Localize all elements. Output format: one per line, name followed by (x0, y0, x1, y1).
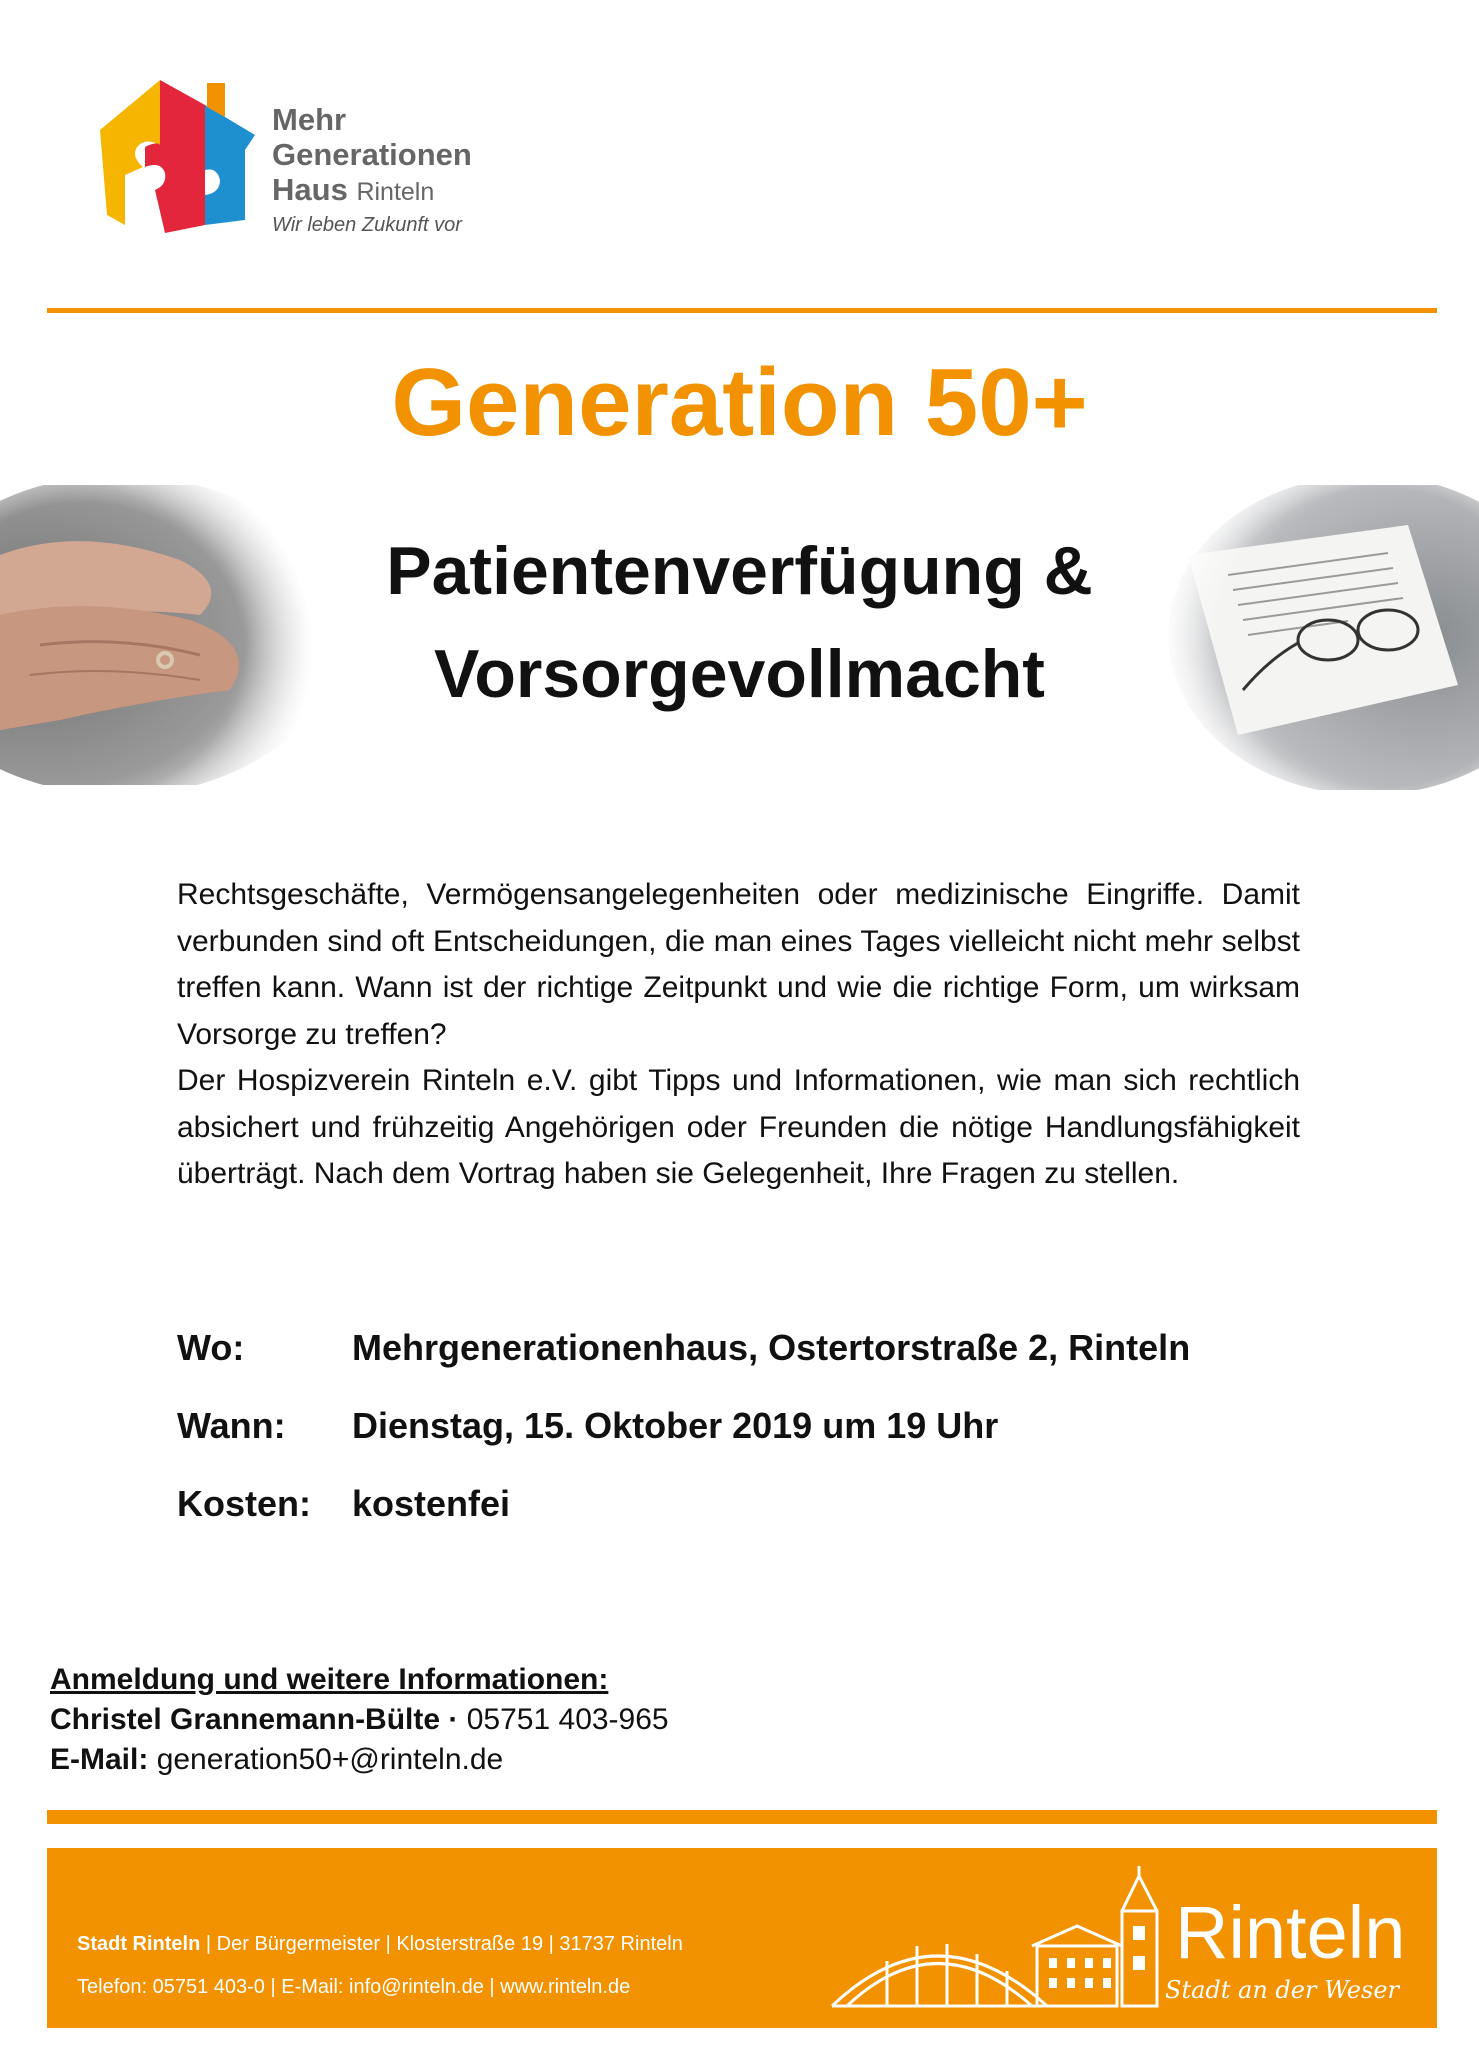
location-value: Mehrgenerationenhaus, Ostertorstraße 2, Rinteln (352, 1327, 1191, 1368)
subtitle-line-2: Vorsorgevollmacht (434, 636, 1045, 712)
city-tagline: Stadt an der Weser (1165, 1976, 1399, 2004)
contact-heading: Anmeldung und weitere Informationen: (50, 1663, 609, 1696)
contact-email-label: E-Mail: (50, 1743, 149, 1776)
contact-name: Christel Grannemann-Bülte (50, 1703, 441, 1736)
event-description (177, 872, 1300, 1198)
subtitle-line-1: Patientenverfügung & (386, 533, 1093, 609)
top-divider (47, 308, 1437, 313)
contact-person (50, 1700, 669, 1740)
date-value: Dienstag, 15. Oktober 2019 um 19 Uhr (352, 1405, 999, 1446)
contact-separator: · (448, 1703, 459, 1736)
footer-address-rest: | Der Bürgermeister | Klosterstraße 19 | 31737 Rinteln (205, 1933, 683, 1955)
contact-block (50, 1660, 669, 1780)
mgh-logo (95, 75, 505, 250)
logo-line-1: Mehr (272, 102, 347, 137)
logo-line-3 (272, 173, 434, 209)
date-label: Wann: (177, 1405, 286, 1446)
cost-label: Kosten: (177, 1483, 311, 1524)
logo-tagline: Wir leben Zukunft vor (272, 214, 462, 236)
contact-email-row (50, 1740, 669, 1780)
event-title: Generation 50+ (391, 349, 1088, 456)
bottom-divider (47, 1810, 1437, 1824)
footer-address (77, 1932, 683, 1956)
footer-contact: Telefon: 05751 403-0 | E-Mail: info@rinteln.de | www.rinteln.de (77, 1976, 631, 1998)
logo-line-2: Generationen (272, 137, 472, 172)
footer-org: Stadt Rinteln (77, 1933, 201, 1955)
cost-value: kostenfei (352, 1483, 511, 1524)
description-paragraph-2: Der Hospizverein Rinteln e.V. gibt Tipps und Informationen, wie man sich rechtlich absichert und frühzeitig Angehörigen oder Freunden die nötige Handlungsfähigkeit überträgt. Nach dem Vortrag haben sie Gelegenheit, Ihre Fragen zu stellen. (177, 1064, 1300, 1190)
location-label: Wo: (177, 1327, 245, 1368)
puzzle-house-icon (95, 75, 265, 235)
city-name: Rinteln (1175, 1891, 1406, 1974)
logo-haus: Haus (272, 172, 348, 207)
footer-bar (47, 1848, 1437, 2028)
event-subtitle (250, 520, 1229, 726)
description-paragraph-1: Rechtsgeschäfte, Vermögensangelegenheiten oder medizinische Eingriffe. Damit verbunden sind oft Entscheidungen, die man eines Tages vielleicht nicht mehr selbst treffen kann. Wann ist der richtige Zeitpunkt und wie die richtige Form, um wirksam Vorsorge zu treffen? (177, 878, 1300, 1051)
contact-email[interactable]: generation50+@rinteln.de (156, 1743, 504, 1776)
contact-phone: 05751 403-965 (466, 1703, 669, 1736)
logo-rinteln: Rinteln (356, 178, 435, 206)
